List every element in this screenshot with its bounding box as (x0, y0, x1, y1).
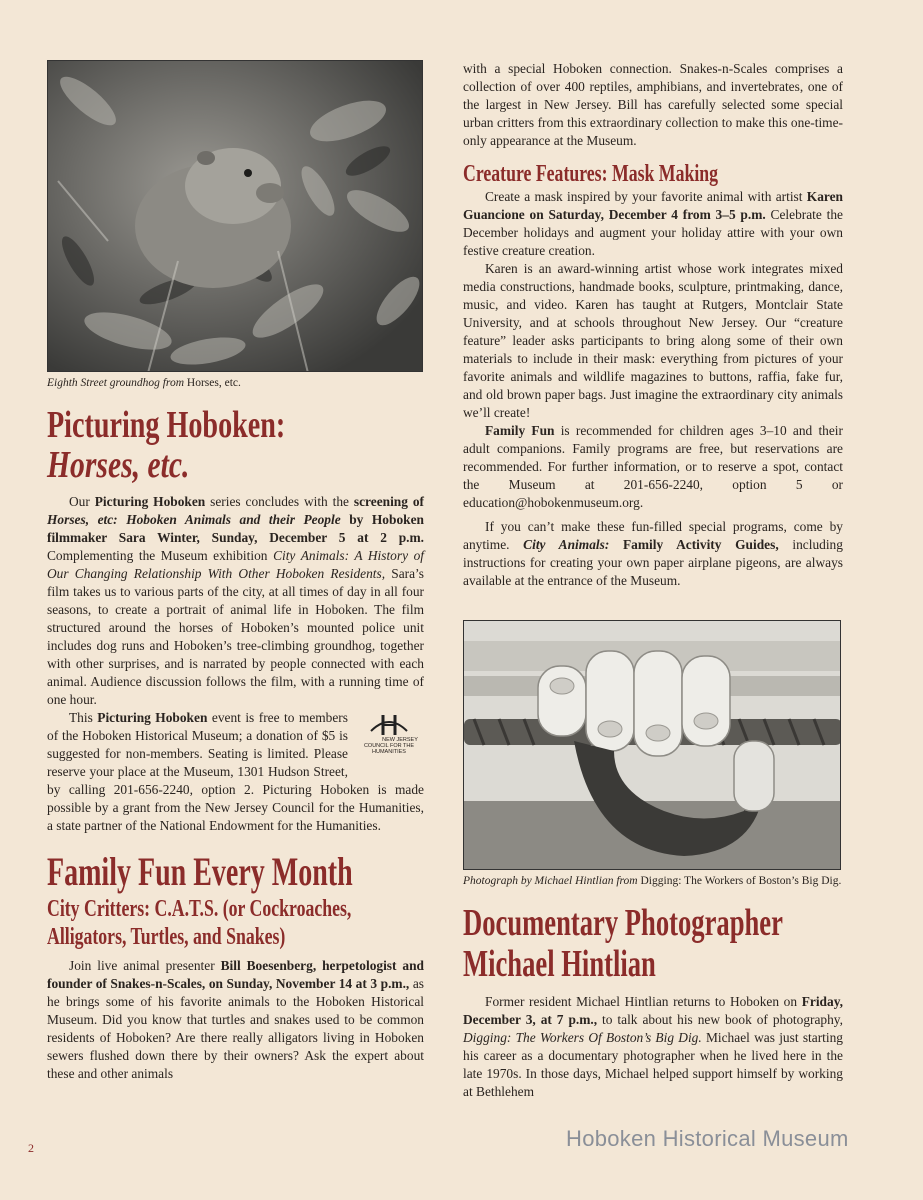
caption-film-title: Horses, etc. (186, 377, 241, 389)
groundhog-photo-image (48, 61, 423, 372)
paragraph: Karen is an award-winning artist whose work integrates mixed media constructions, handmade books, sculpture, printmaking, dance, music, and video. Karen has taught at Rutgers, Montclair State University, and at schools throughout New Jersey. Our “creature feature” leader asks participants to bring along some of their own materials to include in their mask: everything from pictures of your favorite animals and wildlife magazines to buttons, raffia, fake fur, and old brown paper bags. Just imagine the extraordinary city animals we’ll create! (463, 261, 843, 420)
nj-council-logo-icon (367, 711, 411, 737)
documentary-heading-line1: Documentary Photographer (463, 902, 783, 944)
mask-making-title (463, 160, 843, 188)
hand-photo-caption: Photograph by Michael Hintlian from Digging: The Workers of Boston’s Big Dig. (463, 875, 842, 887)
paragraph: Join live animal presenter Bill Boesenberg, herpetologist and founder of Snakes-n-Scales, on Sunday, November 14 at 3 p.m., as he brings some of his favorite animals to the Hoboken Historical Museum. Did you know that turtles and snakes used to be common residents of Hoboken? Are there really alligators living in Hoboken sewers flushed down there by their owners? Ask the expert about these and other animals (47, 958, 424, 1081)
hand-photo (463, 620, 841, 870)
picturing-hoboken-title (47, 405, 424, 487)
nj-council-logo-text: NEW JERSEY COUNCIL FOR THE HUMANITIES (363, 737, 418, 755)
city-critters-heading-line1: City Critters: C.A.T.S. (or Cockroaches, (47, 896, 352, 922)
groundhog-photo (47, 60, 423, 372)
title-line1: Picturing Hoboken: (47, 404, 286, 446)
family-fun-title (47, 851, 424, 895)
snakes-continued-body (463, 60, 843, 150)
left-column (47, 60, 424, 1083)
paragraph: If you can’t make these fun-filled special programs, come by anytime. City Animals: Family Activity Guides, including instructions for creating your own paper airplane pigeons, are always available at the entrance of the Museum. (463, 519, 843, 588)
paragraph: This Picturing Hoboken NEW JERSEY COUNCIL FOR THE HUMANITIES event is free to members of the Hoboken Historical Museum; a donation of $5 is suggested for non-members. Seating is limited. Please reserve your place at the Museum, 1301 Hudson Street, by calling 201-656-2240, option 2. Picturing Hoboken is made possible by a grant from the New Jersey Council for the Humanities, a state partner of the National Endowment for the Humanities. (47, 710, 424, 833)
watermark: Hoboken Historical Museum (566, 1126, 849, 1151)
title-line2: Horses, etc. (47, 444, 190, 486)
city-critters-title (47, 895, 424, 951)
page-number: 2 (28, 1141, 34, 1155)
paragraph: Family Fun is recommended for children ages 3–10 and their adult companions. Family programs are free, but reservations are recommended. For further information, or to reserve a spot, contact the Museum at 201-656-2240, option 5 or education@hobokenmuseum.org. (463, 423, 843, 510)
groundhog-photo-caption (47, 376, 424, 391)
right-column (463, 60, 843, 1101)
hand-photo-image (464, 621, 841, 870)
mask-making-heading: Creature Features: Mask Making (463, 161, 719, 187)
documentary-heading-line2: Michael Hintlian (463, 943, 656, 985)
city-critters-body (47, 957, 424, 1083)
paragraph: with a special Hoboken connection. Snakes-n-Scales comprises a collection of over 400 reptiles, amphibians, and invertebrates, one of the largest in New Jersey. Bill has carefully selected some special urban critters from this extraordinary collection to make this one-time-only appearance at the Museum. (463, 61, 843, 148)
city-critters-heading-line2: Alligators, Turtles, and Snakes) (47, 924, 286, 950)
mask-making-body (463, 188, 843, 590)
family-fun-heading: Family Fun Every Month (47, 849, 353, 894)
picturing-hoboken-body (47, 493, 424, 835)
documentary-photographer-title (463, 903, 843, 987)
paragraph: Our Picturing Hoboken series concludes with the screening of Horses, etc: Hoboken Animals and their People by Hoboken filmmaker Sara Winter, Sunday, December 5 at 2 p.m. Complementing the Museum exhibition City Animals: A History of Our Changing Relationship With Other Hoboken Residents, Sara’s film takes us to various parts of the city, at all times of day in all four seasons, to create a portrait of animal life in Hoboken. The film structured around the horses of Hoboken’s mounted police unit includes dog runs and Hoboken’s tree-climbing groundhog, together with other surprises, and is narrated by people connected with each animal. Audience discussion follows the film, with a running time of one hour. (47, 494, 424, 707)
caption-text: Eighth Street groundhog from (47, 377, 185, 389)
nj-council-logo (354, 711, 424, 761)
paragraph: Former resident Michael Hintlian returns to Hoboken on Friday, December 3, at 7 p.m., to talk about his new book of photography, Digging: The Workers Of Boston’s Big Dig. Michael was just starting his career as a documentary photographer when he lived here in the late 1970s. In those days, Michael helped support himself by working at Bethlehem (463, 994, 843, 1099)
paragraph: Create a mask inspired by your favorite animal with artist Karen Guancione on Saturday, December 4 from 3–5 p.m. Celebrate the December holidays and augment your holiday attire with your own festive creature creation. (463, 189, 843, 258)
documentary-body (463, 993, 843, 1101)
